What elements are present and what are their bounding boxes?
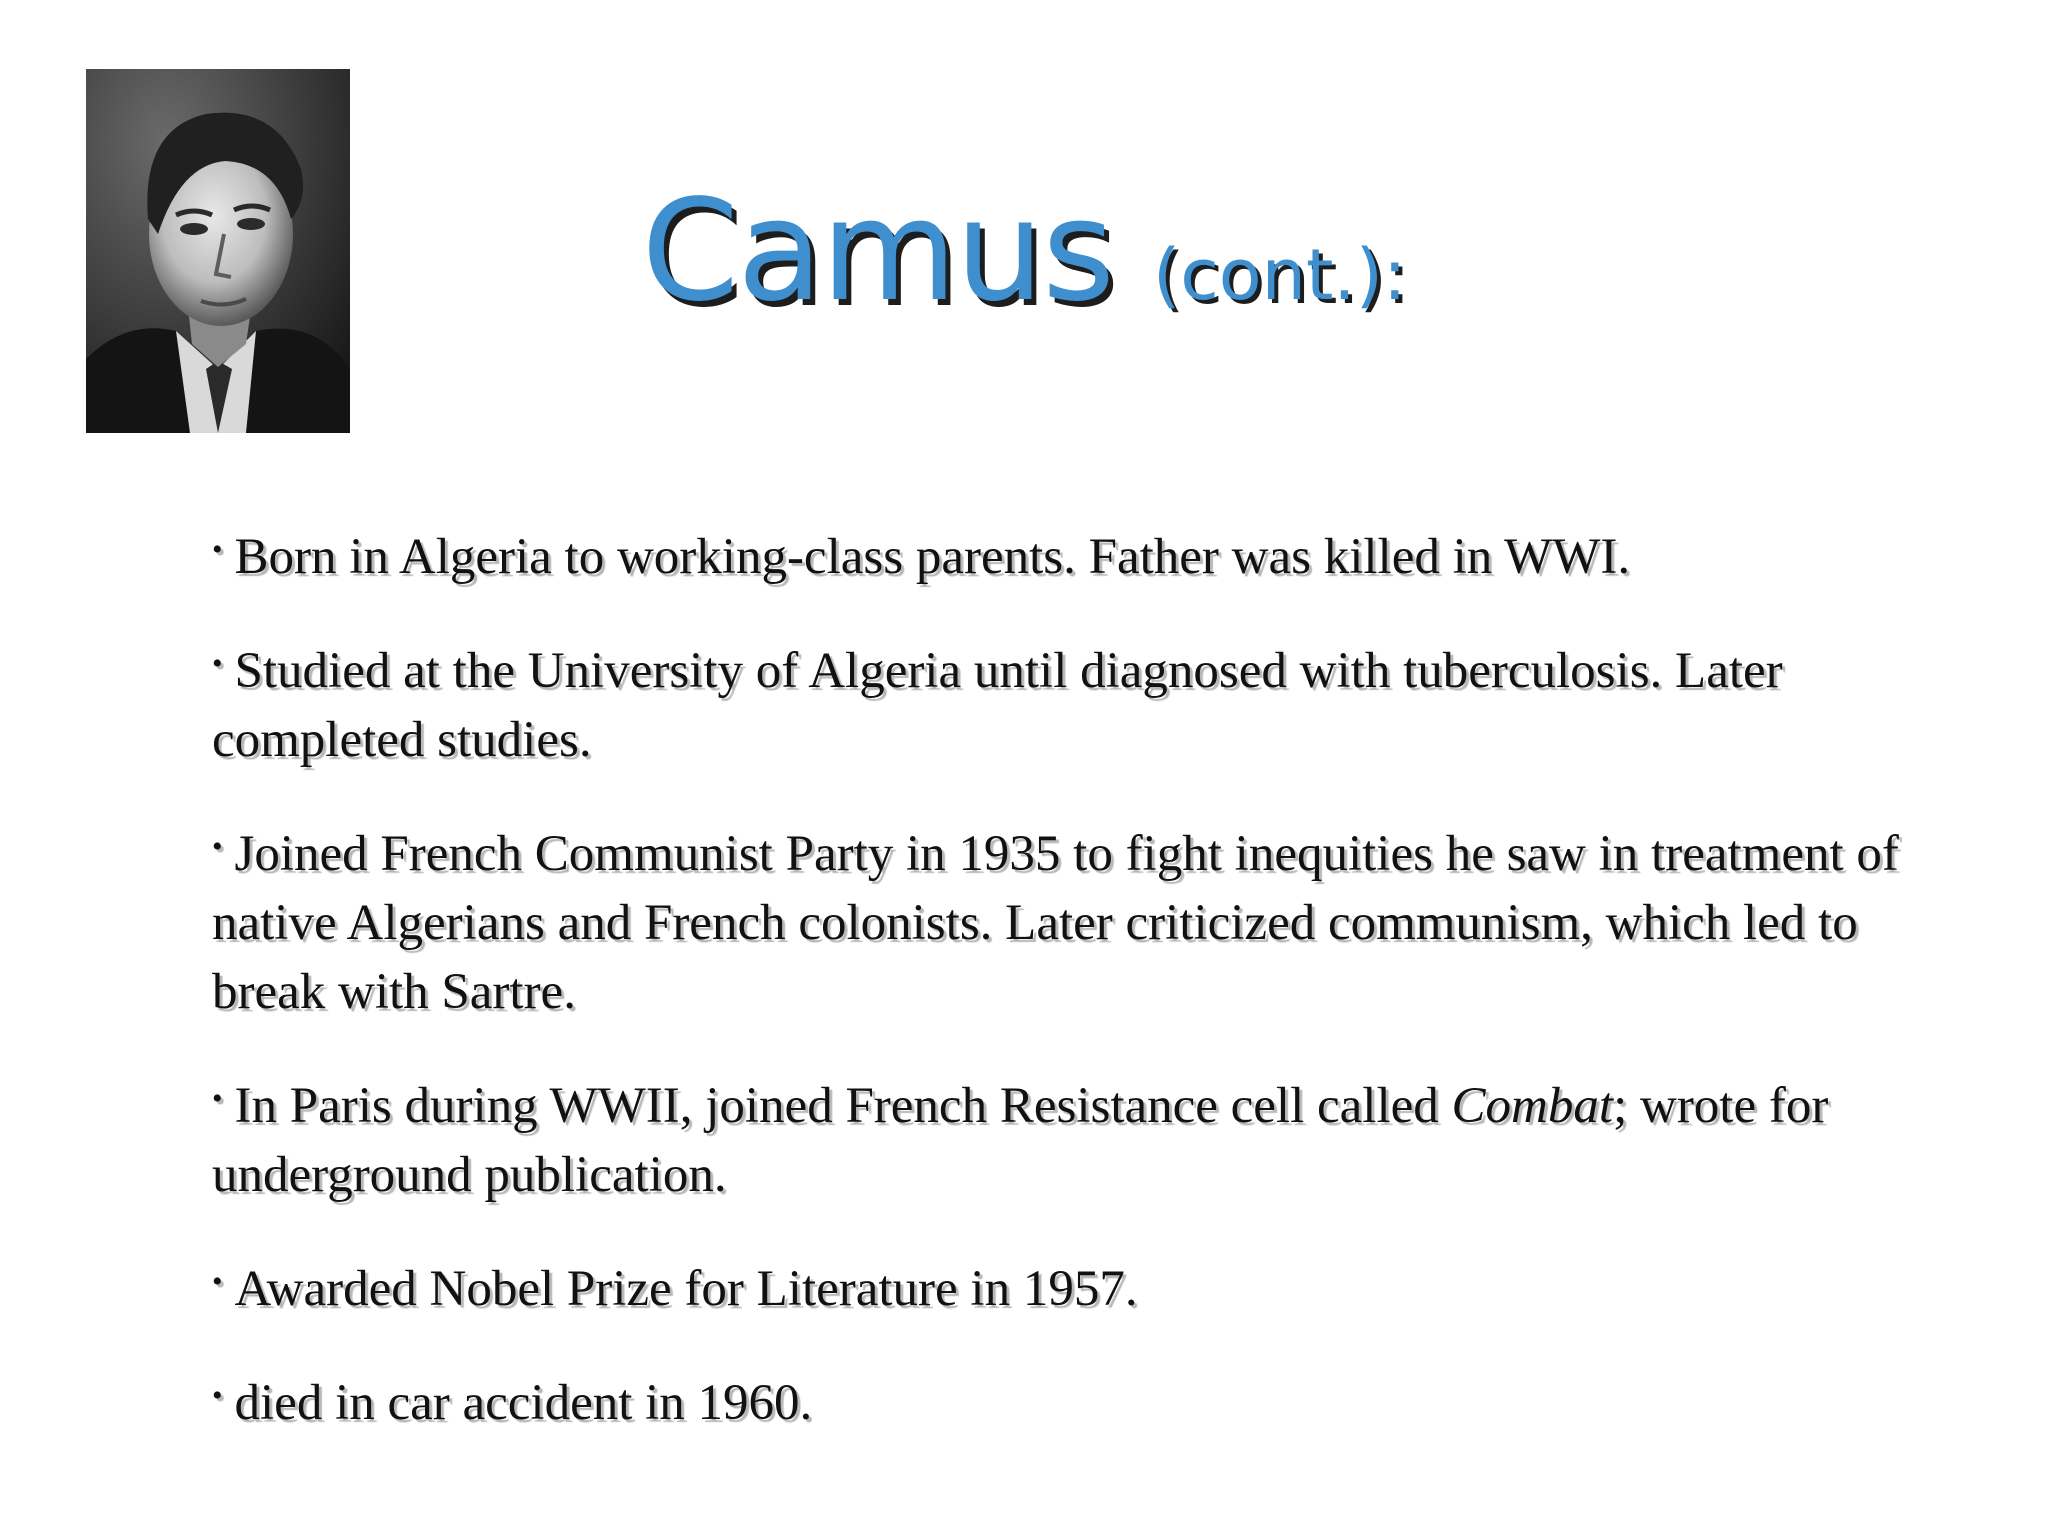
- bullet-icon: •: [212, 647, 223, 680]
- list-item: [212, 1064, 1912, 1210]
- bullet-text-before: In Paris during WWII, joined French Resistance cell called: [234, 1078, 1452, 1134]
- title-suffix: (cont.):: [1153, 234, 1407, 316]
- list-item: [212, 1361, 1912, 1438]
- bullet-icon: •: [212, 830, 223, 863]
- list-item: [212, 515, 1912, 592]
- bullet-icon: •: [212, 1082, 223, 1115]
- bullet-text-after: ; wrote for underground publication.: [212, 1078, 1829, 1203]
- list-item: [212, 629, 1912, 775]
- bullet-text: Joined French Communist Party in 1935 to fight inequities he saw in treatment of native Algerians and French colonists. Later criticized communism, which led to break with Sartre.: [212, 826, 1899, 1020]
- publication-name: Combat: [1451, 1078, 1614, 1134]
- slide-title: [0, 170, 2048, 333]
- bullet-text: died in car accident in 1960.: [234, 1375, 813, 1431]
- bullet-list: [212, 515, 1912, 1475]
- list-item: [212, 1247, 1912, 1324]
- title-main: Camus: [641, 170, 1113, 333]
- bullet-icon: •: [212, 533, 223, 566]
- bullet-text: Studied at the University of Algeria until diagnosed with tuberculosis. Later completed studies.: [212, 643, 1783, 768]
- bullet-icon: •: [212, 1379, 223, 1412]
- bullet-text: Born in Algeria to working-class parents. Father was killed in WWI.: [234, 529, 1631, 585]
- bullet-icon: •: [212, 1265, 223, 1298]
- bullet-text: Awarded Nobel Prize for Literature in 1957.: [234, 1261, 1138, 1317]
- list-item: [212, 812, 1912, 1027]
